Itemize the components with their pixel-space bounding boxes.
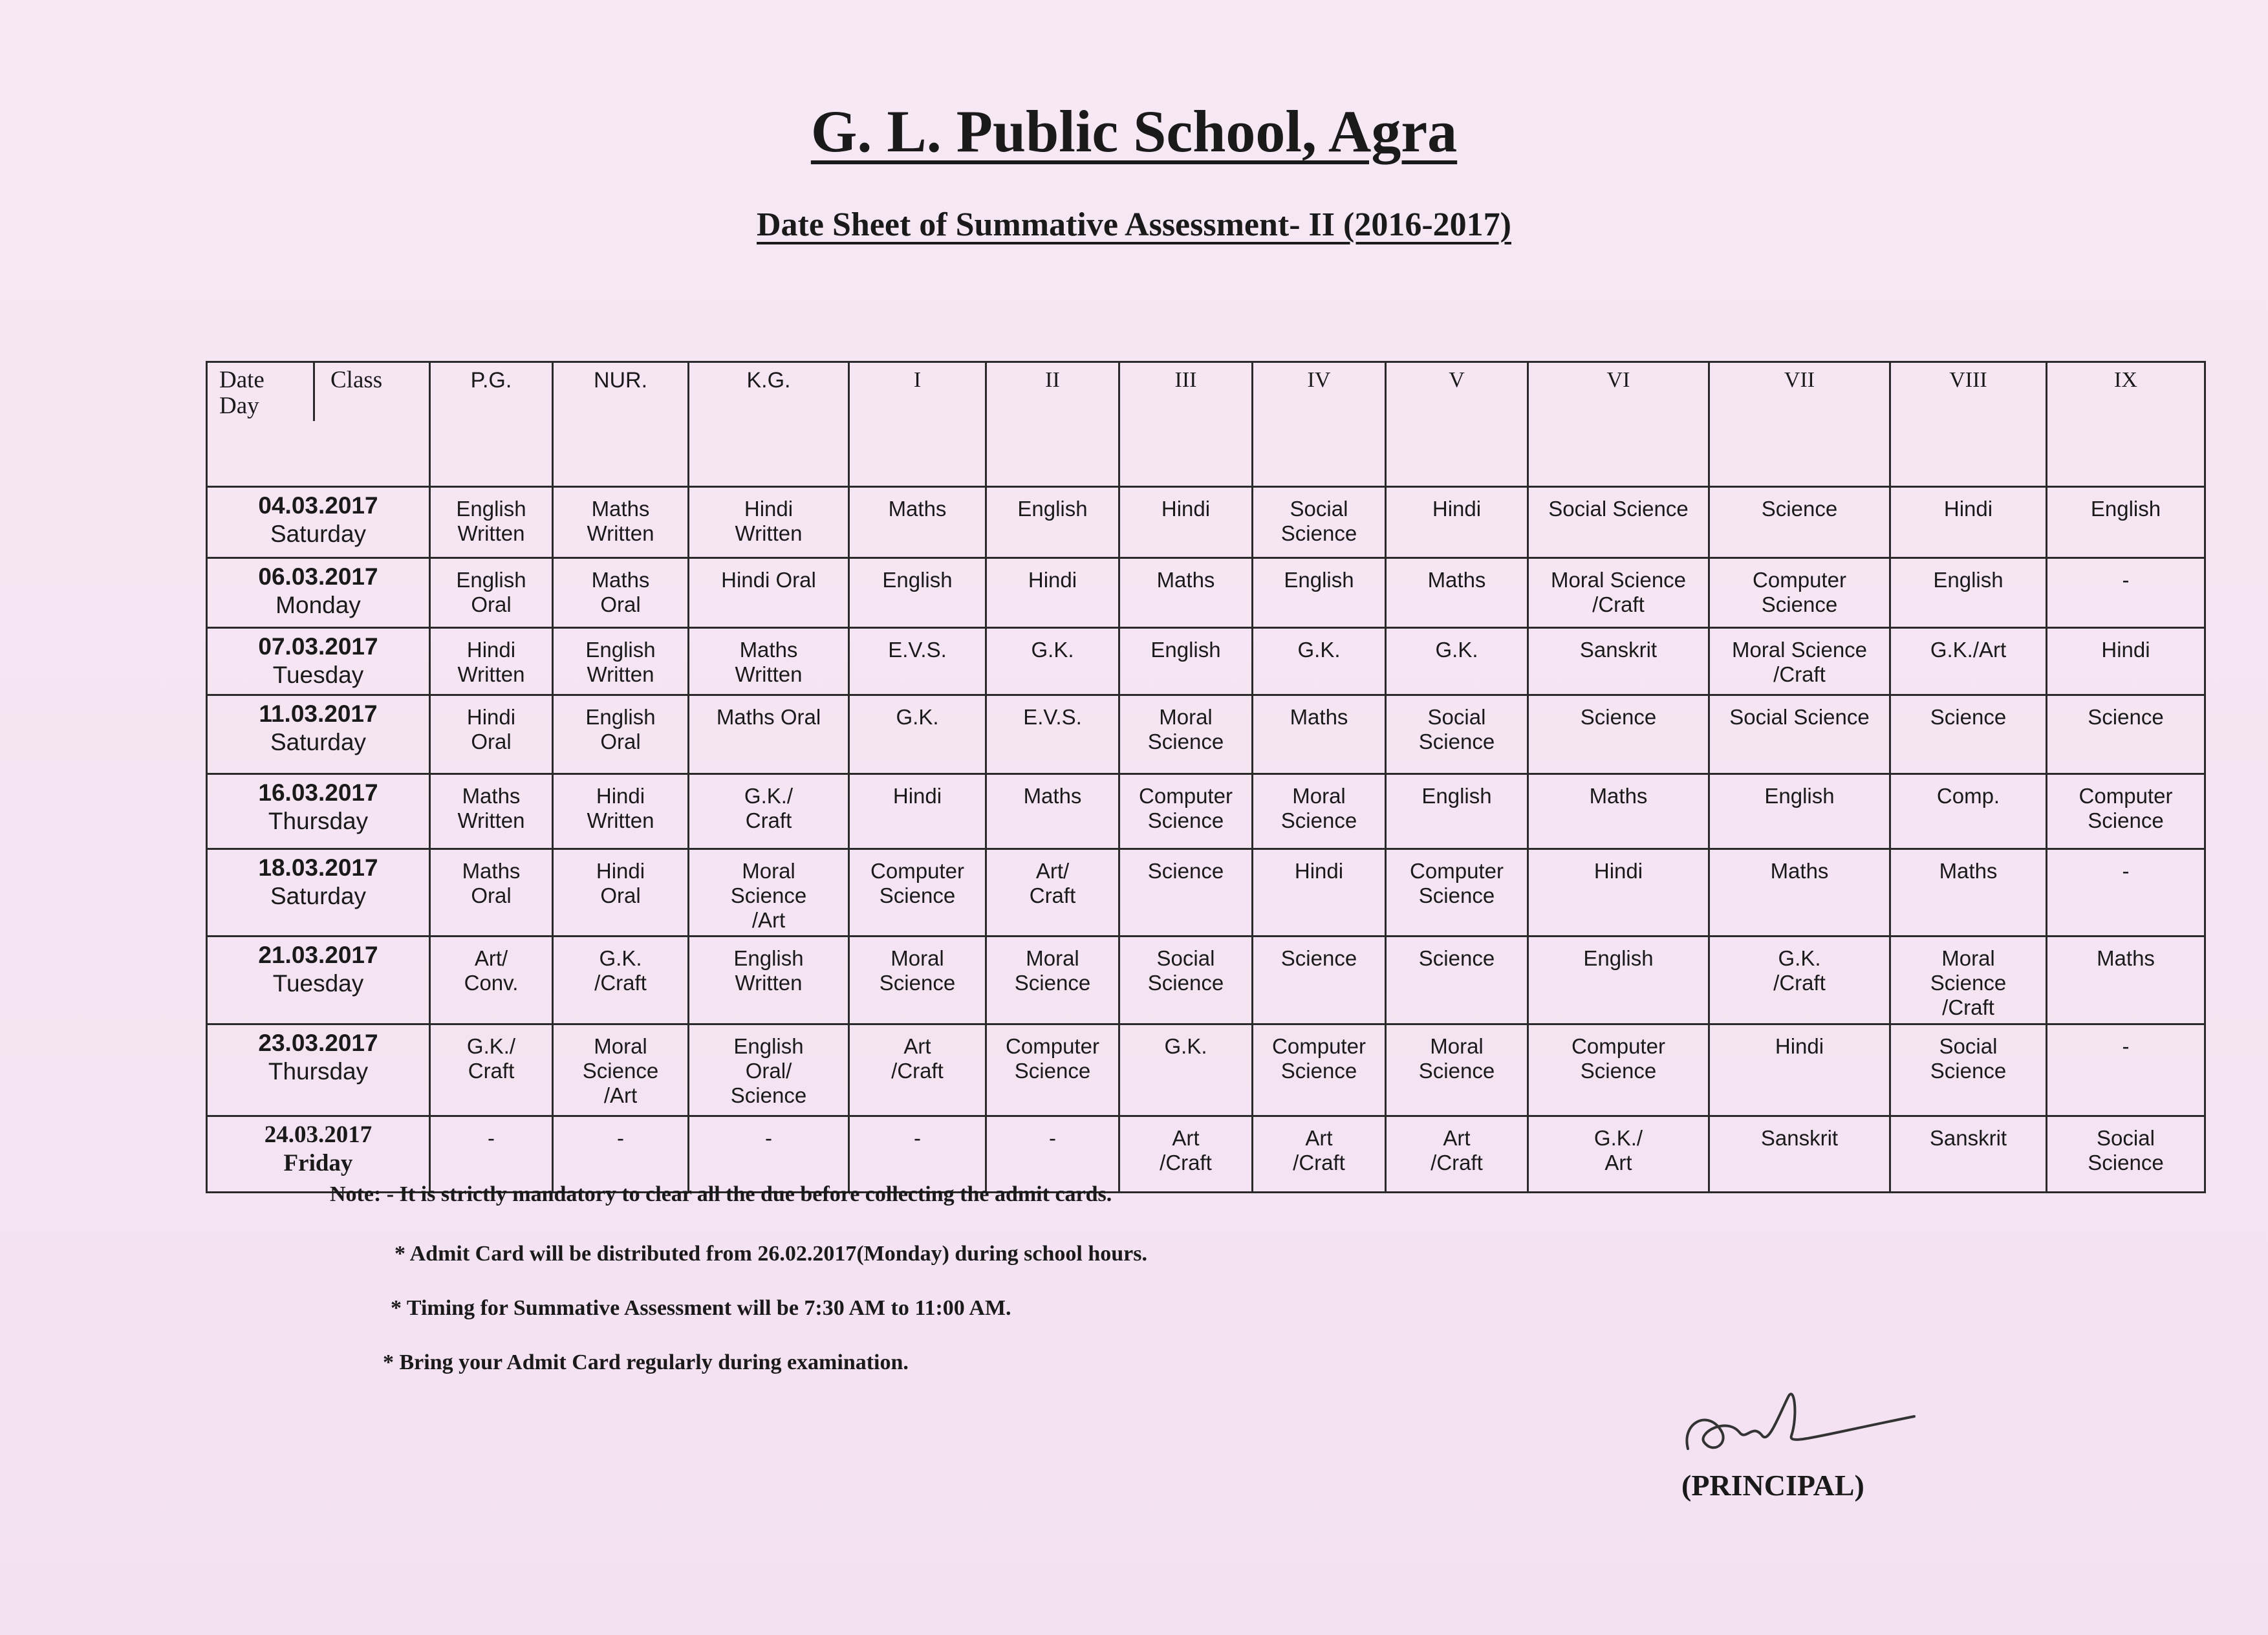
table-row: [207, 1116, 2205, 1193]
day-label: Day: [219, 393, 259, 419]
table-row: [207, 1024, 2205, 1116]
subject-cell: Sanskrit: [1890, 1116, 2047, 1193]
subject-cell: Social Science: [1890, 1024, 2047, 1116]
date-sheet-body: [207, 487, 2205, 1193]
exam-day: Thursday: [268, 1058, 369, 1085]
subject-cell: English: [986, 487, 1119, 558]
exam-date: 16.03.2017: [258, 779, 378, 806]
table-row: [207, 558, 2205, 628]
subject-cell: Science: [2047, 695, 2205, 774]
subject-cell: G.K.: [849, 695, 986, 774]
subject-cell: G.K.: [1119, 1024, 1253, 1116]
subject-cell: Maths: [849, 487, 986, 558]
subject-cell: Art /Craft: [849, 1024, 986, 1116]
subject-cell: Art /Craft: [1253, 1116, 1386, 1193]
subject-cell: English: [1119, 628, 1253, 695]
subject-cell: Hindi Oral: [553, 849, 689, 937]
subject-cell: G.K. /Craft: [1709, 937, 1890, 1024]
principal-signature: [1669, 1371, 1927, 1475]
corner-divider: [313, 363, 315, 421]
subject-cell: -: [553, 1116, 689, 1193]
subject-cell: Moral Science: [1119, 695, 1253, 774]
subject-cell: Science: [1119, 849, 1253, 937]
class-header: P.G.: [430, 362, 553, 487]
date-day-cell: [207, 695, 430, 774]
subject-cell: Hindi Written: [553, 774, 689, 849]
exam-day: Thursday: [268, 808, 369, 834]
subject-cell: Social Science: [2047, 1116, 2205, 1193]
subject-cell: Hindi: [986, 558, 1119, 628]
subject-cell: Art/ Craft: [986, 849, 1119, 937]
subject-cell: Moral Science: [986, 937, 1119, 1024]
subject-cell: Science: [1709, 487, 1890, 558]
subject-cell: -: [986, 1116, 1119, 1193]
subject-cell: Science: [1528, 695, 1709, 774]
subject-cell: Hindi: [1386, 487, 1528, 558]
subject-cell: -: [689, 1116, 849, 1193]
subject-cell: Maths: [1386, 558, 1528, 628]
subject-cell: Art/ Conv.: [430, 937, 553, 1024]
table-header-row: [207, 362, 2205, 487]
subject-cell: G.K./ Craft: [430, 1024, 553, 1116]
table-row: [207, 849, 2205, 937]
subject-cell: Moral Science /Craft: [1709, 628, 1890, 695]
subject-cell: Science: [1890, 695, 2047, 774]
subject-cell: Art /Craft: [1119, 1116, 1253, 1193]
subject-cell: G.K.: [986, 628, 1119, 695]
exam-day: Monday: [275, 592, 361, 618]
exam-day: Friday: [283, 1150, 353, 1176]
subject-cell: English Written: [689, 937, 849, 1024]
class-header: II: [986, 362, 1119, 487]
class-header: NUR.: [553, 362, 689, 487]
subject-cell: English Oral/ Science: [689, 1024, 849, 1116]
subject-cell: Hindi Written: [689, 487, 849, 558]
subject-cell: Comp.: [1890, 774, 2047, 849]
subject-cell: Maths Written: [689, 628, 849, 695]
subject-cell: English Oral: [430, 558, 553, 628]
subject-cell: Computer Science: [1528, 1024, 1709, 1116]
subject-cell: English: [1528, 937, 1709, 1024]
subject-cell: Computer Science: [2047, 774, 2205, 849]
subject-cell: Hindi: [1890, 487, 2047, 558]
exam-day: Saturday: [270, 729, 367, 755]
exam-date: 06.03.2017: [258, 563, 378, 590]
subject-cell: English: [1253, 558, 1386, 628]
subject-cell: Computer Science: [849, 849, 986, 937]
subject-cell: Maths Written: [553, 487, 689, 558]
date-day-cell: [207, 1024, 430, 1116]
subject-cell: Social Science: [1253, 487, 1386, 558]
subject-cell: English: [2047, 487, 2205, 558]
subject-cell: G.K.: [1386, 628, 1528, 695]
subject-cell: Hindi: [1119, 487, 1253, 558]
class-header: VII: [1709, 362, 1890, 487]
subject-cell: G.K./Art: [1890, 628, 2047, 695]
subject-cell: -: [430, 1116, 553, 1193]
subject-cell: Moral Science: [849, 937, 986, 1024]
subject-cell: Moral Science /Art: [553, 1024, 689, 1116]
subject-cell: G.K. /Craft: [553, 937, 689, 1024]
subject-cell: Maths Oral: [689, 695, 849, 774]
subject-cell: Maths: [1119, 558, 1253, 628]
class-header: K.G.: [689, 362, 849, 487]
subject-cell: E.V.S.: [849, 628, 986, 695]
subject-cell: Art /Craft: [1386, 1116, 1528, 1193]
subject-cell: English: [1890, 558, 2047, 628]
subject-cell: Maths: [1709, 849, 1890, 937]
table-row: [207, 695, 2205, 774]
table-row: [207, 774, 2205, 849]
date-day-cell: [207, 849, 430, 937]
subject-cell: Hindi Oral: [689, 558, 849, 628]
note-mandatory-dues: Note: - It is strictly mandatory to clear all the due before collecting the admit cards.: [330, 1182, 1112, 1206]
subject-cell: G.K.: [1253, 628, 1386, 695]
date-day-cell: [207, 558, 430, 628]
exam-date: 04.03.2017: [258, 492, 378, 519]
subject-cell: Moral Science: [1386, 1024, 1528, 1116]
note-bring-admit-card: * Bring your Admit Card regularly during examination.: [383, 1350, 909, 1374]
subject-cell: English Written: [553, 628, 689, 695]
subject-cell: -: [2047, 1024, 2205, 1116]
subject-cell: Moral Science /Craft: [1890, 937, 2047, 1024]
subject-cell: English: [1709, 774, 1890, 849]
subject-cell: English: [849, 558, 986, 628]
subject-cell: Maths: [1890, 849, 2047, 937]
subject-cell: Hindi: [849, 774, 986, 849]
subject-cell: Maths Oral: [553, 558, 689, 628]
subject-cell: English Oral: [553, 695, 689, 774]
subject-cell: Sanskrit: [1528, 628, 1709, 695]
exam-date: 11.03.2017: [259, 700, 378, 727]
table-row: [207, 937, 2205, 1024]
exam-day: Saturday: [270, 883, 367, 909]
exam-date: 21.03.2017: [258, 942, 378, 968]
subject-cell: Hindi: [1528, 849, 1709, 937]
subject-cell: Social Science: [1119, 937, 1253, 1024]
subject-cell: Hindi: [2047, 628, 2205, 695]
class-label: Class: [330, 367, 383, 393]
table-row: [207, 628, 2205, 695]
subject-cell: G.K./ Craft: [689, 774, 849, 849]
class-header: IX: [2047, 362, 2205, 487]
date-sheet-table: [206, 361, 2206, 1193]
date-day-cell: [207, 487, 430, 558]
date-day-cell: [207, 628, 430, 695]
subject-cell: Maths: [986, 774, 1119, 849]
exam-day: Saturday: [270, 521, 367, 547]
exam-date: 23.03.2017: [258, 1030, 378, 1056]
subject-cell: -: [2047, 558, 2205, 628]
note-assessment-timing: * Timing for Summative Assessment will be 7:30 AM to 11:00 AM.: [391, 1296, 1011, 1320]
exam-day: Tuesday: [272, 970, 364, 997]
subject-cell: Maths: [1253, 695, 1386, 774]
subject-cell: Computer Science: [1386, 849, 1528, 937]
class-header: V: [1386, 362, 1528, 487]
class-header: VI: [1528, 362, 1709, 487]
subject-cell: Hindi: [1709, 1024, 1890, 1116]
subject-cell: Computer Science: [1709, 558, 1890, 628]
subject-cell: Sanskrit: [1709, 1116, 1890, 1193]
school-name-heading: G. L. Public School, Agra: [810, 98, 1458, 164]
subject-cell: Science: [1386, 937, 1528, 1024]
subject-cell: Social Science: [1528, 487, 1709, 558]
date-sheet-subtitle: Date Sheet of Summative Assessment- II (2016-2017): [757, 206, 1511, 243]
subject-cell: E.V.S.: [986, 695, 1119, 774]
subject-cell: Moral Science /Art: [689, 849, 849, 937]
date-day-cell: [207, 1116, 430, 1193]
subject-cell: Computer Science: [1253, 1024, 1386, 1116]
subject-cell: Maths Written: [430, 774, 553, 849]
date-day-cell: [207, 937, 430, 1024]
class-header: III: [1119, 362, 1253, 487]
subject-cell: Hindi: [1253, 849, 1386, 937]
subject-cell: Computer Science: [1119, 774, 1253, 849]
subject-cell: English: [1386, 774, 1528, 849]
subject-cell: Computer Science: [986, 1024, 1119, 1116]
subject-cell: Maths: [2047, 937, 2205, 1024]
subject-cell: Hindi Written: [430, 628, 553, 695]
principal-label: (PRINCIPAL): [1681, 1469, 1864, 1502]
class-header: VIII: [1890, 362, 2047, 487]
subject-cell: G.K./ Art: [1528, 1116, 1709, 1193]
subject-cell: Social Science: [1709, 695, 1890, 774]
subject-cell: Hindi Oral: [430, 695, 553, 774]
subject-cell: Science: [1253, 937, 1386, 1024]
subject-cell: -: [2047, 849, 2205, 937]
exam-day: Tuesday: [272, 662, 364, 688]
exam-date: 24.03.2017: [264, 1121, 373, 1148]
exam-date: 07.03.2017: [258, 633, 378, 660]
subject-cell: Maths Oral: [430, 849, 553, 937]
exam-date: 18.03.2017: [258, 854, 378, 881]
note-admit-card-distribution: * Admit Card will be distributed from 26.02.2017(Monday) during school hours.: [394, 1242, 1147, 1266]
class-header: IV: [1253, 362, 1386, 487]
date-day-cell: [207, 774, 430, 849]
class-header: I: [849, 362, 986, 487]
subject-cell: Moral Science: [1253, 774, 1386, 849]
table-row: [207, 487, 2205, 558]
date-label: Date: [219, 367, 265, 393]
subject-cell: Social Science: [1386, 695, 1528, 774]
subject-cell: -: [849, 1116, 986, 1193]
subject-cell: English Written: [430, 487, 553, 558]
subject-cell: Maths: [1528, 774, 1709, 849]
subject-cell: Moral Science /Craft: [1528, 558, 1709, 628]
date-day-class-corner: [207, 362, 430, 487]
